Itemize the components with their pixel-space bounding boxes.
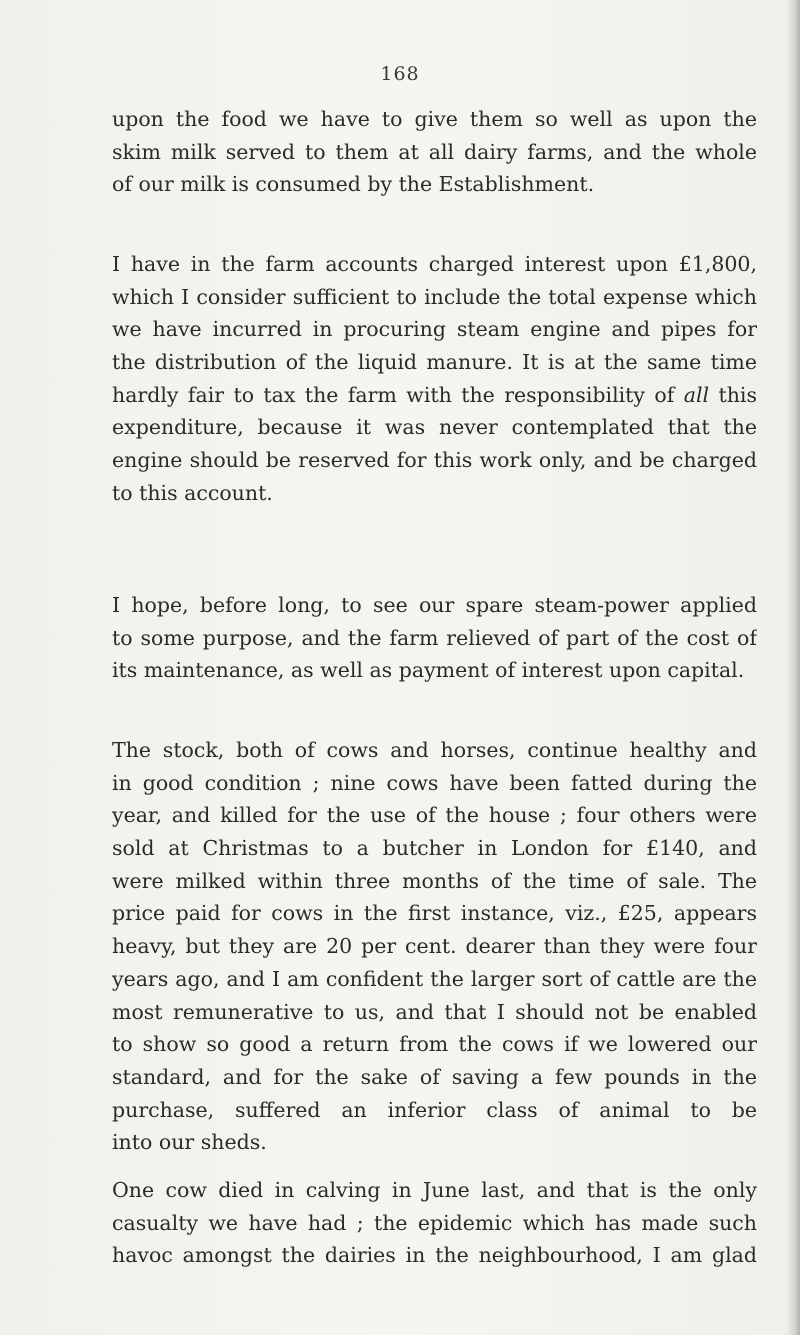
text-line: sold at Christmas to a butcher in London for £140, and bbox=[112, 836, 757, 861]
page-edge-shadow bbox=[786, 0, 800, 1335]
text-line: into our sheds. bbox=[112, 1130, 267, 1155]
text-line: The stock, both of cows and horses, continue healthy and bbox=[112, 738, 757, 762]
text-line: in good condition ; nine cows have been fatted during the bbox=[112, 770, 757, 795]
text-line: its maintenance, as well as payment of interest upon capital. bbox=[112, 658, 745, 683]
page-number: 168 bbox=[380, 63, 420, 85]
text-line: engine should be reserved for this work only, and be charged bbox=[112, 448, 757, 473]
text-line: expenditure, because it was never contemplated that the bbox=[112, 415, 757, 440]
text-line: we have incurred in procuring steam engine and pipes for bbox=[112, 317, 757, 342]
text-line: havoc amongst the dairies in the neighbourhood, I am glad bbox=[112, 1243, 757, 1268]
text-line: years ago, and I am confident the larger sort of cattle are the bbox=[112, 966, 757, 991]
emphasis: all bbox=[683, 382, 710, 407]
text-line: upon the food we have to give them so well as upon the bbox=[112, 107, 757, 131]
text-line: standard, and for the sake of saving a few pounds in the bbox=[112, 1064, 757, 1089]
text-line: I have in the farm accounts charged interest upon £1,800, bbox=[112, 252, 757, 276]
text-line: I hope, before long, to see our spare steam-power applied bbox=[112, 593, 757, 617]
text-line: of our milk is consumed by the Establishment. bbox=[112, 172, 595, 197]
text-line: most remunerative to us, and that I should not be enabled bbox=[112, 999, 757, 1024]
text-line: to show so good a return from the cows if we lowered our bbox=[112, 1032, 757, 1057]
text-line: heavy, but they are 20 per cent. dearer than they were four bbox=[112, 934, 757, 959]
paragraph-1 bbox=[112, 103, 757, 201]
paragraph-4 bbox=[112, 734, 757, 1159]
text-line: casualty we have had ; the epidemic which has made such bbox=[112, 1210, 757, 1235]
paragraph-5 bbox=[112, 1174, 757, 1272]
text-line: to this account. bbox=[112, 480, 273, 505]
text-line: purchase, suffered an inferior class of animal to be bbox=[112, 1097, 757, 1122]
text-line: to some purpose, and the farm relieved of part of the cost of bbox=[112, 625, 757, 650]
text-line: which I consider sufficient to include the total expense which bbox=[112, 284, 757, 309]
text-line: skim milk served to them at all dairy farms, and the whole bbox=[112, 139, 757, 164]
text-line: the distribution of the liquid manure. It is at the same time bbox=[112, 350, 757, 375]
text-line: One cow died in calving in June last, and that is the only bbox=[112, 1178, 757, 1202]
text-line: hardly fair to tax the farm with the responsibility of all this bbox=[112, 382, 757, 407]
text-line: were milked within three months of the time of sale. The bbox=[112, 868, 757, 893]
paragraph-2 bbox=[112, 248, 757, 510]
text-line: year, and killed for the use of the house ; four others were bbox=[112, 803, 757, 828]
text-line: price paid for cows in the first instance, viz., £25, appears bbox=[112, 901, 757, 926]
paragraph-3 bbox=[112, 589, 757, 687]
